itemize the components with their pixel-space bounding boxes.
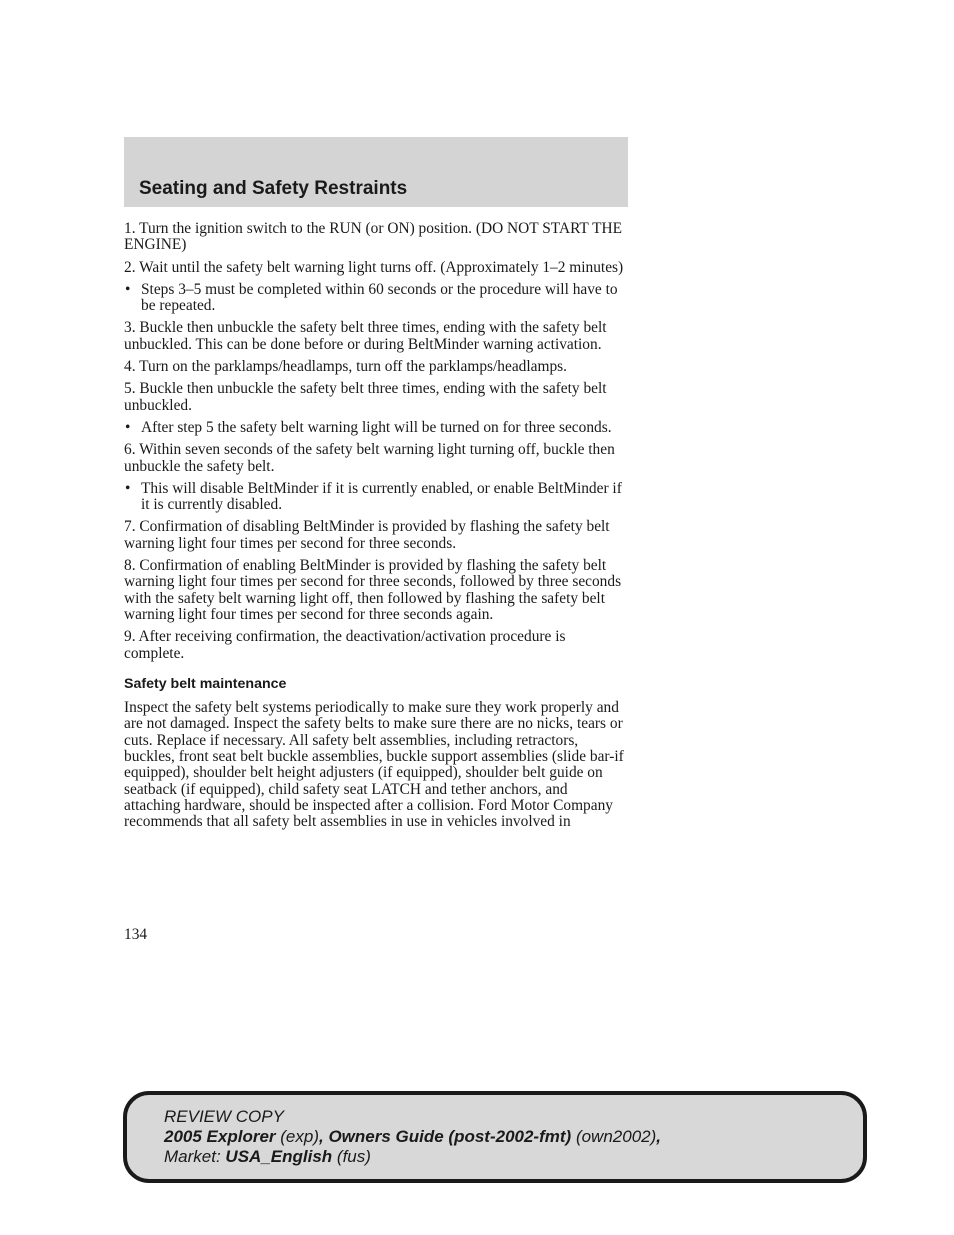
bullet-text: This will disable BeltMinder if it is currently enabled, or enable BeltMinder if it is currently disabled. <box>141 479 622 514</box>
review-copy-footer <box>123 1091 867 1183</box>
paragraph: 7. Confirmation of disabling BeltMinder is provided by flashing the safety belt warning light four times per second for three seconds. <box>124 518 610 552</box>
footer-market: USA_English <box>225 1147 333 1166</box>
bullet-item <box>124 420 626 436</box>
footer-guide-code: (own2002) <box>575 1127 657 1146</box>
bullet-icon: • <box>125 418 131 436</box>
paragraph: 2. Wait until the safety belt warning light turns off. (Approximately 1–2 minutes) <box>124 258 624 276</box>
footer-guide: Owners Guide (post-2002-fmt) <box>328 1127 572 1146</box>
footer-market-line <box>164 1147 661 1167</box>
paragraph: 3. Buckle then unbuckle the safety belt three times, ending with the safety belt unbuckled. This can be done before or during BeltMinder warning activation. <box>124 319 607 353</box>
footer-market-label: Market: <box>164 1147 221 1166</box>
footer-review-line <box>164 1107 661 1127</box>
section-header <box>124 137 628 207</box>
footer-model-code: (exp) <box>280 1127 319 1146</box>
page-body <box>124 221 626 837</box>
footer-text <box>164 1107 661 1167</box>
review-copy-label: REVIEW COPY <box>164 1107 284 1126</box>
bullet-item <box>124 282 626 315</box>
paragraph: 5. Buckle then unbuckle the safety belt three times, ending with the safety belt unbuckled. <box>124 380 607 414</box>
paragraph: 9. After receiving confirmation, the deactivation/activation procedure is complete. <box>124 628 566 662</box>
footer-separator: , <box>656 1127 661 1146</box>
footer-model: 2005 Explorer <box>164 1127 276 1146</box>
bullet-icon: • <box>125 280 131 298</box>
section-title: Seating and Safety Restraints <box>139 178 408 199</box>
subsection-heading: Safety belt maintenance <box>124 675 287 692</box>
footer-separator: , <box>318 1127 329 1146</box>
bullet-text: After step 5 the safety belt warning light will be turned on for three seconds. <box>141 418 612 436</box>
bullet-icon: • <box>125 479 131 497</box>
paragraph: Inspect the safety belt systems periodically to make sure they work properly and are not damaged. Inspect the safety belts to make sure there are no nicks, tears or cuts. Replace if necessary. All safety belt assemblies, including retractors, buckles, front seat belt buckle assemblies, buckle support assemblies (slide bar-if equipped), shoulder belt height adjusters (if equipped), shoulder belt guide on seatback (if equipped), child safety seat LATCH and tether anchors, and attaching hardware, should be inspected after a collision. Ford Motor Company recommends that all safety belt assemblies in use in vehicles involved in <box>124 699 624 831</box>
paragraph: 4. Turn on the parklamps/headlamps, turn off the parklamps/headlamps. <box>124 358 567 376</box>
bullet-item <box>124 481 626 514</box>
page-number: 134 <box>124 926 148 943</box>
footer-guide-line <box>164 1127 661 1147</box>
paragraph: 8. Confirmation of enabling BeltMinder is provided by flashing the safety belt warning light four times per second for three seconds, followed by three seconds with the safety belt warning light off, then followed by flashing the safety belt warning light four times per second for three seconds again. <box>124 557 622 623</box>
paragraph: 6. Within seven seconds of the safety belt warning light turning off, buckle then unbuckle the safety belt. <box>124 441 615 475</box>
bullet-text: Steps 3–5 must be completed within 60 seconds or the procedure will have to be repeated. <box>141 280 618 315</box>
paragraph: 1. Turn the ignition switch to the RUN (or ON) position. (DO NOT START THE ENGINE) <box>124 220 623 254</box>
footer-market-code: (fus) <box>336 1147 371 1166</box>
